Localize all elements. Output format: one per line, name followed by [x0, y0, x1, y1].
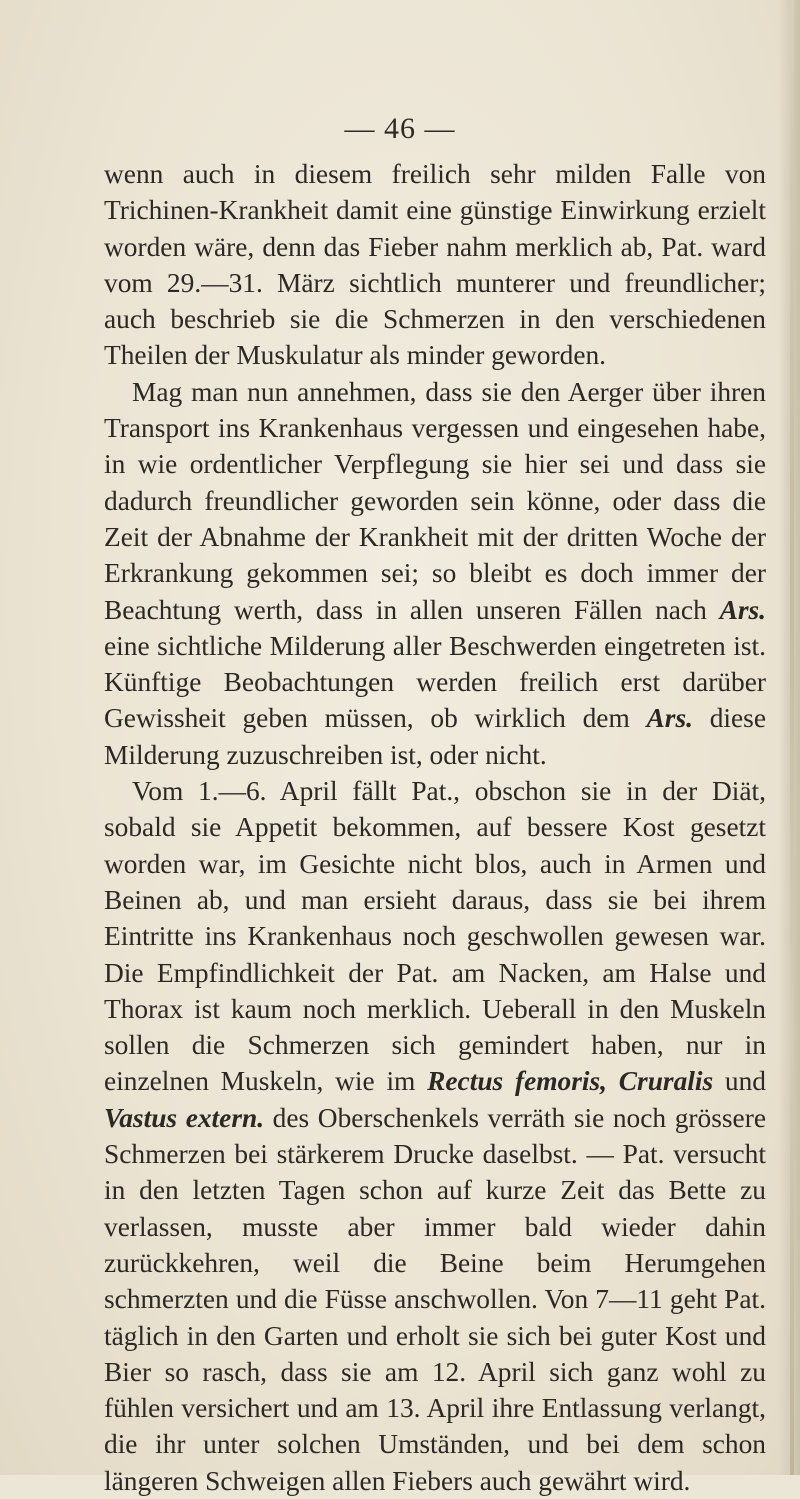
- paragraph-2-text-c: diese Milderung zuzuschreiben ist, oder nicht.: [104, 703, 766, 770]
- body-text: [104, 156, 766, 1499]
- paragraph-2: [104, 374, 766, 773]
- paragraph-2-italic-ars-1: Ars.: [719, 594, 766, 625]
- paragraph-3-italic-vastus: Vastus extern.: [104, 1102, 265, 1133]
- page-number: — 46 —: [344, 112, 456, 145]
- page-edge-line: [790, 0, 794, 1475]
- paragraph-2-text-a: Mag man nun annehmen, dass sie den Aerger über ihren Transport ins Krankenhaus vergessen und eingesehen habe, in wie ordentlicher Verpflegung sie hier sei und dass sie dadurch freundlicher geworden sein könne, oder dass die Zeit der Abnahme der Krankheit mit der dritten Woche der Erkrankung gekommen sei; so bleibt es doch immer der Beachtung werth, dass in allen unseren Fällen nach: [104, 376, 766, 625]
- paragraph-3-italic-muscles: Rectus femoris, Cruralis: [427, 1066, 714, 1097]
- paragraph-1-text: wenn auch in diesem freilich sehr milden Falle von Trichinen-Krankheit damit eine günstige Einwirkung erzielt worden wäre, denn das Fieber nahm merklich ab, Pat. ward vom 29.—31. März sichtlich munterer und freundlicher; auch beschrieb sie die Schmerzen in den verschiedenen Theilen der Muskulatur als minder geworden.: [104, 159, 766, 371]
- paragraph-1: [104, 156, 766, 374]
- paragraph-2-text-b: eine sichtliche Milderung aller Beschwerden eingetreten ist. Künftige Beobachtungen werden freilich erst darüber Gewissheit geben müssen, ob wirklich dem: [104, 630, 766, 734]
- paragraph-3-text-b: und: [713, 1066, 767, 1097]
- paragraph-2-italic-ars-2: Ars.: [646, 703, 693, 734]
- paragraph-3-text-c: des Oberschenkels verräth sie noch grössere Schmerzen bei stärkerem Drucke daselbst. — Pat. versucht in den letzten Tagen schon auf kurze Zeit das Bette zu verlassen, musste aber immer bald wieder dahin zurückkehren, weil die Beine beim Herumgehen schmerzten und die Füsse anschwollen. Von 7—11 geht Pat. täglich in den Garten und erholt sie sich bei guter Kost und Bier so rasch, dass sie am 12. April sich ganz wohl zu fühlen versichert und am 13. April ihre Entlassung verlangt, die ihr unter solchen Umständen, und bei dem schon längeren Schweigen allen Fiebers auch gewährt wird.: [104, 1102, 766, 1496]
- page-edge-shadow: [778, 0, 800, 1475]
- paragraph-3-text-a: Vom 1.—6. April fällt Pat., obschon sie in der Diät, sobald sie Appetit bekommen, auf bessere Kost gesetzt worden war, im Gesichte nicht blos, auch in Armen und Beinen ab, und man ersieht daraus, dass sie bei ihrem Eintritte ins Krankenhaus noch geschwollen gewesen war. Die Empfindlichkeit der Pat. am Nacken, am Halse und Thorax ist kaum noch merklich. Ueberall in den Muskeln sollen die Schmerzen sich gemindert haben, nur in einzelnen Muskeln, wie im: [104, 776, 766, 1097]
- paragraph-3: [104, 773, 766, 1499]
